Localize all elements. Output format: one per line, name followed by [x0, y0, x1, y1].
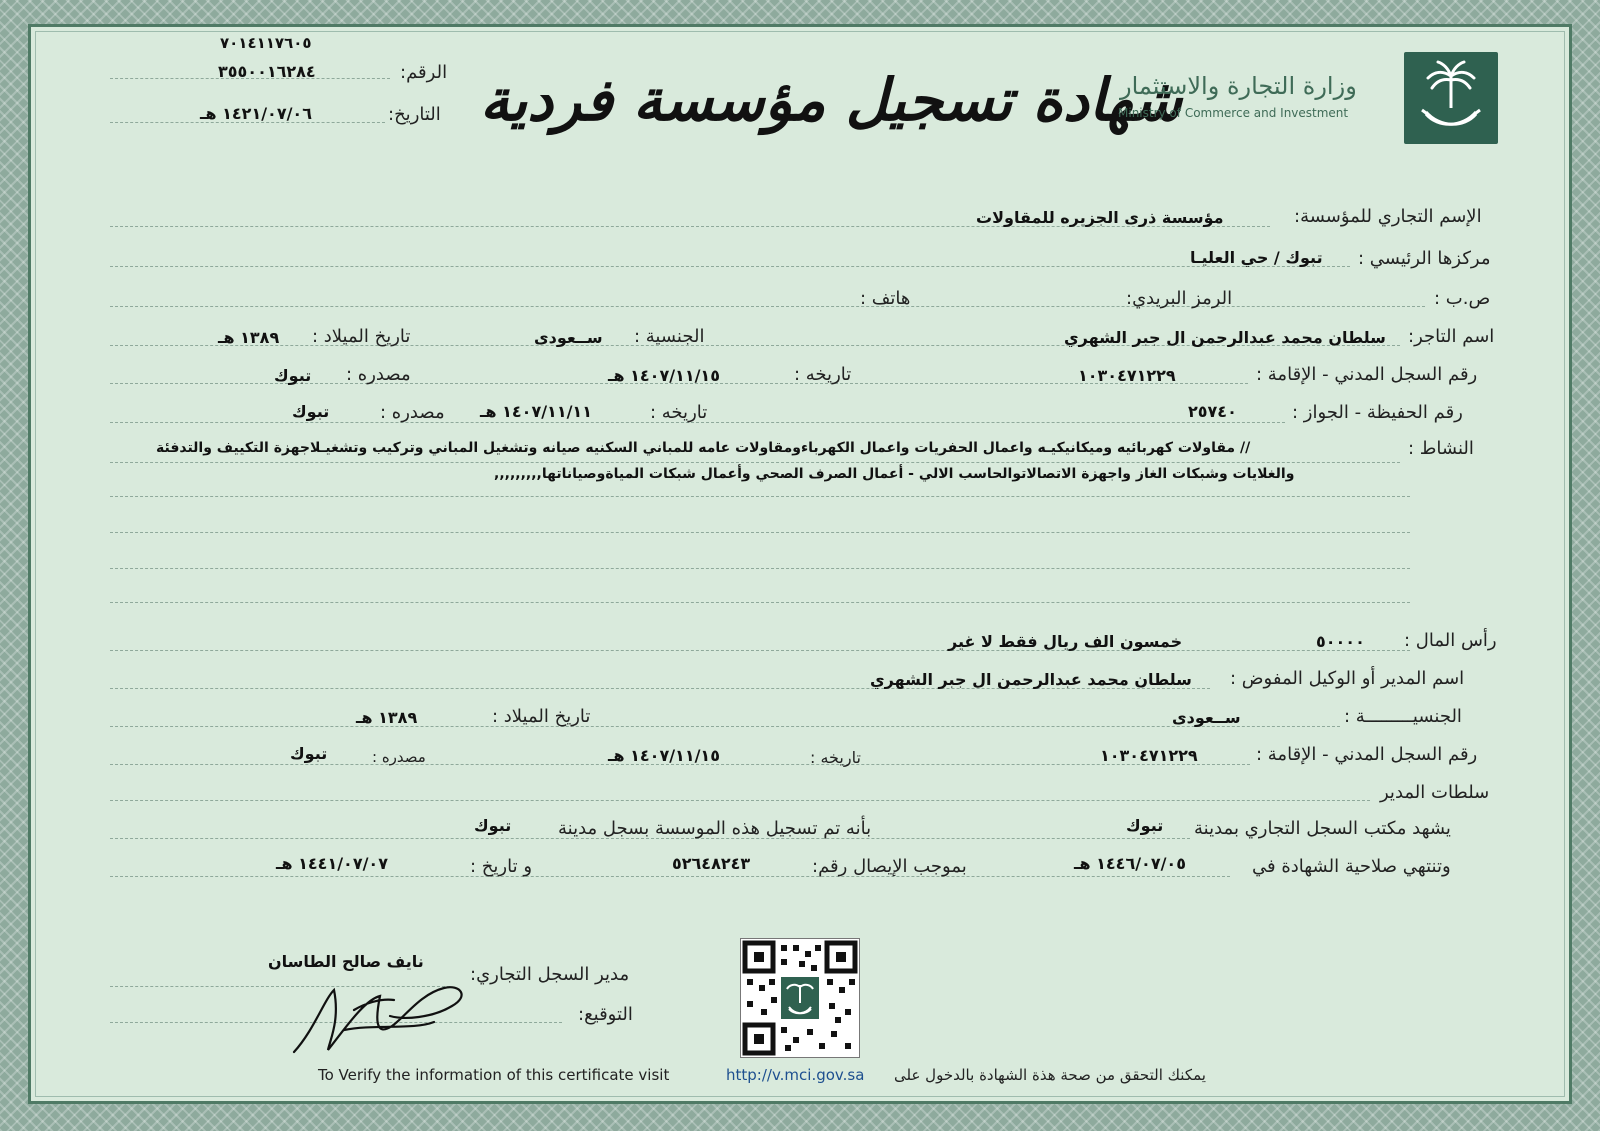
- reference-number: ٧٠١٤١١٧٦٠٥: [220, 34, 312, 52]
- merchant-civil-source-label: مصدره :: [346, 364, 411, 385]
- passport-value: ٢٥٧٤٠: [1188, 402, 1237, 421]
- manager-birth-label: تاريخ الميلاد :: [492, 706, 591, 727]
- manager-name-label: اسم المدير أو الوكيل المفوض :: [1230, 668, 1465, 689]
- verify-english-text: To Verify the information of this certificate visit: [318, 1066, 670, 1084]
- merchant-name-label: اسم التاجر:: [1408, 326, 1495, 347]
- director-name: نايف صالح الطاسان: [268, 952, 424, 971]
- receipt-date-value: ١٤٤١/٠٧/٠٧ هـ: [276, 854, 388, 873]
- capital-words: خمسون الف ريال فقط لا غير: [948, 632, 1183, 651]
- qr-pattern-icon: [741, 939, 859, 1057]
- certificate-number: ٣٥٥٠٠١٦٢٨٤: [218, 62, 316, 81]
- manager-civil-date-label: تاريخه :: [810, 748, 861, 767]
- manager-name-value: سلطان محمد عبدالرحمن ال جبر الشهري: [870, 670, 1192, 689]
- date-label: التاريخ:: [388, 104, 441, 125]
- verify-link[interactable]: http://v.mci.gov.sa: [726, 1066, 865, 1084]
- trade-name-label: الإسم التجاري للمؤسسة:: [1294, 206, 1482, 227]
- postal-code-label: الرمز البريدي:: [1126, 288, 1233, 309]
- verification-qr-code[interactable]: [740, 938, 860, 1058]
- passport-date-label: تاريخه :: [650, 402, 708, 423]
- ministry-name-arabic: وزارة التجارة والاستثمار: [1120, 72, 1357, 100]
- registered-label: بأنه تم تسجيل هذه الموسسة بسجل مدينة: [558, 818, 872, 839]
- passport-date-value: ١٤٠٧/١١/١١ هـ: [480, 402, 592, 421]
- merchant-civil-value: ١٠٣٠٤٧١٢٢٩: [1078, 366, 1176, 385]
- manager-civil-date-value: ١٤٠٧/١١/١٥ هـ: [608, 746, 720, 765]
- capital-rule: [110, 650, 1410, 651]
- merchant-birth-label: تاريخ الميلاد :: [312, 326, 411, 347]
- office-city: تبوك: [1126, 816, 1164, 835]
- signature-label: التوقيع:: [578, 1004, 633, 1025]
- merchant-name-value: سلطان محمد عبدالرحمن ال جبر الشهري: [1064, 328, 1386, 347]
- passport-source-value: تبوك: [292, 402, 330, 421]
- merchant-nationality-value: ســعودى: [534, 328, 603, 347]
- hq-value: تبوك / حي العليـا: [1190, 248, 1323, 267]
- office-label: يشهد مكتب السجل التجاري بمدينة: [1194, 818, 1451, 839]
- manager-nationality-rule: [110, 726, 1340, 727]
- verify-arabic-text: يمكنك التحقق من صحة هذة الشهادة بالدخول على: [894, 1066, 1206, 1084]
- activity-rule-4: [110, 568, 1410, 569]
- merchant-birth-value: ١٣٨٩ هـ: [218, 328, 280, 347]
- passport-label: رقم الحفيظة - الجواز :: [1292, 402, 1463, 423]
- receipt-date-label: و تاريخ :: [470, 856, 533, 877]
- expiry-value: ١٤٤٦/٠٧/٠٥ هـ: [1074, 854, 1186, 873]
- director-label: مدير السجل التجاري:: [470, 964, 630, 985]
- manager-civil-label: رقم السجل المدني - الإقامة :: [1256, 744, 1478, 765]
- handwritten-signature-icon: [284, 960, 474, 1062]
- hq-label: مركزها الرئيسي :: [1358, 248, 1491, 269]
- activity-rule-1: [110, 462, 1400, 463]
- ministry-name-english: Ministry of Commerce and Investment: [1118, 106, 1349, 120]
- merchant-civil-date-label: تاريخه :: [794, 364, 852, 385]
- manager-civil-value: ١٠٣٠٤٧١٢٢٩: [1100, 746, 1198, 765]
- activity-rule-2: [110, 496, 1410, 497]
- expiry-rule: [110, 876, 1230, 877]
- manager-powers-label: سلطات المدير: [1380, 782, 1490, 803]
- pobox-label: ص.ب :: [1434, 288, 1491, 309]
- receipt-value: ٥٢٦٤٨٢٤٣: [672, 854, 751, 873]
- trade-name-value: مؤسسة ذرى الجزيره للمقاولات: [976, 208, 1224, 227]
- expiry-label: وتنتهي صلاحية الشهادة في: [1252, 856, 1451, 877]
- capital-amount: ٥٠٠٠٠: [1316, 632, 1365, 651]
- saudi-emblem-logo: [1404, 52, 1498, 144]
- activity-line-1: // مقاولات كهربائيه وميكانيكيـه واعمال الحفريات واعمال الكهرباءومقاولات عامه للمباني السكنيه صيانه وتشغيل المباني وتركيب وتشغيـلاجهزة التكييف والتدفئة: [156, 440, 1251, 456]
- certificate-title: شهادة تسجيل مؤسسة فردية: [480, 66, 1182, 134]
- merchant-civil-date-value: ١٤٠٧/١١/١٥ هـ: [608, 366, 720, 385]
- merchant-civil-source-value: تبوك: [274, 366, 312, 385]
- number-label: الرقم:: [400, 62, 448, 83]
- activity-rule-5: [110, 602, 1410, 603]
- capital-label: رأس المال :: [1404, 630, 1497, 651]
- manager-civil-source-value: تبوك: [290, 744, 328, 763]
- phone-label: هاتف :: [860, 288, 911, 309]
- hq-rule: [110, 266, 1350, 267]
- manager-nationality-value: ســعودى: [1172, 708, 1241, 727]
- merchant-nationality-label: الجنسية :: [634, 326, 705, 347]
- activity-line-2: والغلايات وشبكات الغاز واجهزة الاتصالاتوالحاسب الالي - أعمال الصرف الصحي وأعمال شبكات المياةوصياناتها,,,,,,,,,: [494, 466, 1295, 482]
- passport-source-label: مصدره :: [380, 402, 445, 423]
- activity-rule-3: [110, 532, 1410, 533]
- issue-date: ١٤٢١/٠٧/٠٦ هـ: [200, 104, 312, 123]
- manager-nationality-label: الجنسيـــــــــة :: [1344, 706, 1462, 727]
- palm-swords-icon: [1404, 52, 1498, 144]
- receipt-label: بموجب الإيصال رقم:: [812, 856, 967, 877]
- activity-label: النشاط :: [1408, 438, 1474, 459]
- manager-birth-value: ١٣٨٩ هـ: [356, 708, 418, 727]
- manager-powers-rule: [110, 800, 1370, 801]
- registered-city: تبوك: [474, 816, 512, 835]
- manager-civil-source-label: مصدره :: [372, 748, 426, 766]
- merchant-civil-label: رقم السجل المدني - الإقامة :: [1256, 364, 1478, 385]
